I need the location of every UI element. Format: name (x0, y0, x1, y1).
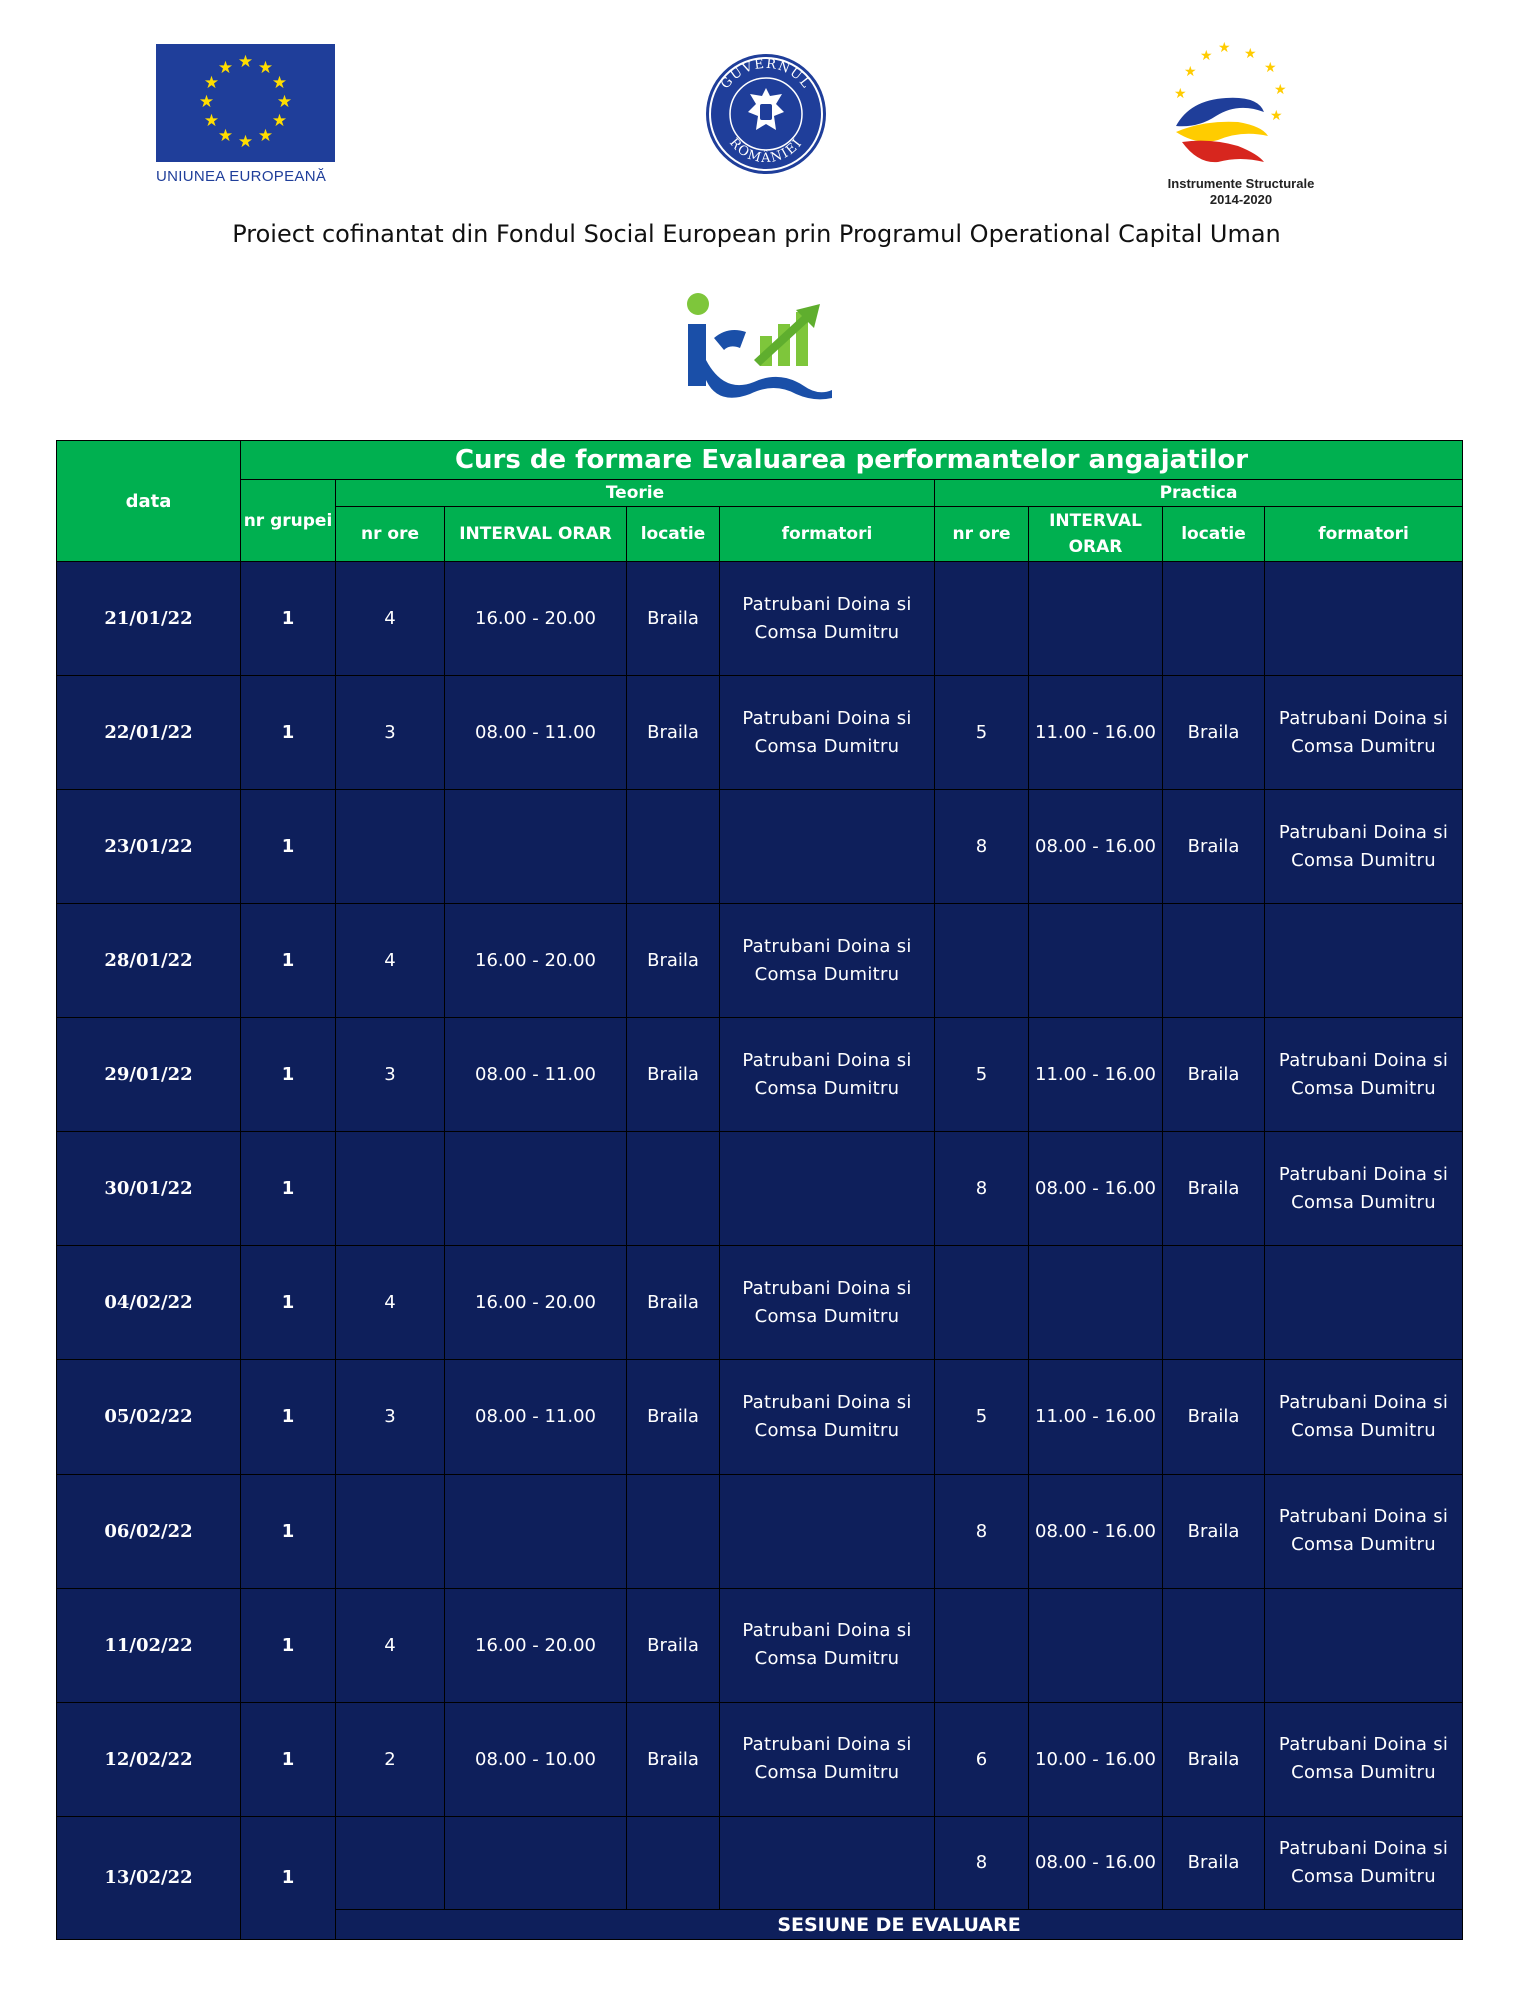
row-theory-interval: 16.00 - 20.00 (445, 1588, 627, 1702)
row-theory-trainers (720, 562, 935, 676)
row-group: 1 (241, 1132, 336, 1246)
svg-text:★: ★ (1270, 108, 1283, 124)
row-theory-interval: 08.00 - 11.00 (445, 1018, 627, 1132)
row-practice-hours: 5 (935, 1018, 1029, 1132)
trainer-line: Comsa Dumitru (1291, 1191, 1436, 1213)
row-theory-interval (445, 1474, 627, 1588)
table-row (57, 1018, 1463, 1132)
row-date: 04/02/22 (57, 1246, 241, 1360)
col-header-theory-interval: INTERVAL ORAR (445, 507, 627, 562)
eu-logo (156, 44, 336, 192)
row-theory-trainers (720, 1018, 935, 1132)
row-practice-location: Braila (1163, 1132, 1265, 1246)
row-practice-interval (1029, 562, 1163, 676)
row-theory-hours (336, 790, 445, 904)
row-theory-hours: 3 (336, 1360, 445, 1474)
ic-project-logo-icon (684, 290, 836, 400)
row-practice-trainers (1265, 1246, 1463, 1360)
row-theory-hours: 4 (336, 1588, 445, 1702)
row-theory-trainers (720, 1474, 935, 1588)
table-row (57, 1702, 1463, 1816)
row-date: 30/01/22 (57, 1132, 241, 1246)
row-theory-location (627, 790, 720, 904)
col-header-practice-location: locatie (1163, 507, 1265, 562)
row-theory-location (627, 1132, 720, 1246)
trainer-line: Comsa Dumitru (1291, 1865, 1436, 1887)
trainer-line: Patrubani Doina si (1278, 1837, 1449, 1859)
svg-text:GUVERNUL: GUVERNUL (718, 56, 814, 92)
row-theory-trainers (720, 1132, 935, 1246)
row-theory-location: Braila (627, 562, 720, 676)
row-theory-location: Braila (627, 676, 720, 790)
trainer-line: Patrubani Doina si (1278, 1734, 1449, 1756)
row-practice-trainers (1265, 1132, 1463, 1246)
svg-text:★: ★ (1264, 60, 1277, 76)
row-theory-trainers (720, 1246, 935, 1360)
row-theory-location: Braila (627, 1246, 720, 1360)
table-row (57, 676, 1463, 790)
row-group: 1 (241, 790, 336, 904)
row-theory-interval: 08.00 - 11.00 (445, 1360, 627, 1474)
instrumente-structurale-icon (1146, 36, 1336, 176)
row-practice-location: Braila (1163, 1702, 1265, 1816)
trainer-line: Comsa Dumitru (1291, 1419, 1436, 1441)
row-group: 1 (241, 1588, 336, 1702)
row-group: 1 (241, 676, 336, 790)
row-practice-location: Braila (1163, 790, 1265, 904)
trainer-line: Comsa Dumitru (754, 1077, 900, 1099)
row-group: 1 (241, 904, 336, 1018)
row-date: 29/01/22 (57, 1018, 241, 1132)
trainer-line: Patrubani Doina si (1278, 1049, 1449, 1071)
table-row (57, 562, 1463, 676)
row-theory-location (627, 1816, 720, 1910)
row-practice-location: Braila (1163, 676, 1265, 790)
trainer-line: Comsa Dumitru (1291, 1077, 1436, 1099)
col-header-theory-hours: nr ore (336, 507, 445, 562)
section-practice: Practica (935, 480, 1463, 507)
row-practice-hours (935, 904, 1029, 1018)
table-row (57, 790, 1463, 904)
svg-text:★: ★ (1200, 48, 1213, 64)
table-row (57, 904, 1463, 1018)
row-practice-location: Braila (1163, 1474, 1265, 1588)
row-practice-interval: 11.00 - 16.00 (1029, 1018, 1163, 1132)
row-practice-interval: 08.00 - 16.00 (1029, 1816, 1163, 1910)
row-practice-hours: 8 (935, 790, 1029, 904)
row-practice-location (1163, 904, 1265, 1018)
row-practice-hours: 6 (935, 1702, 1029, 1816)
row-theory-interval (445, 1132, 627, 1246)
trainer-line: Comsa Dumitru (754, 621, 900, 643)
row-practice-interval: 11.00 - 16.00 (1029, 1360, 1163, 1474)
row-practice-interval (1029, 1588, 1163, 1702)
trainer-line: Patrubani Doina si (1278, 707, 1449, 729)
row-theory-hours (336, 1816, 445, 1910)
row-date: 11/02/22 (57, 1588, 241, 1702)
row-practice-trainers (1265, 1588, 1463, 1702)
row-practice-location: Braila (1163, 1816, 1265, 1910)
trainer-line: Comsa Dumitru (1291, 1534, 1436, 1556)
row-practice-trainers (1265, 904, 1463, 1018)
schedule-table (56, 440, 1463, 1940)
row-practice-trainers (1265, 1474, 1463, 1588)
row-theory-location: Braila (627, 1360, 720, 1474)
row-theory-location (627, 1474, 720, 1588)
row-group: 1 (241, 1018, 336, 1132)
table-row (57, 1132, 1463, 1246)
table-title: Curs de formare Evaluarea performantelor angajatilor (241, 441, 1463, 480)
svg-text:★: ★ (1244, 46, 1257, 62)
row-group: 1 (241, 1816, 336, 1939)
row-group: 1 (241, 1360, 336, 1474)
row-theory-interval: 16.00 - 20.00 (445, 562, 627, 676)
row-theory-interval: 16.00 - 20.00 (445, 904, 627, 1018)
row-theory-trainers (720, 1588, 935, 1702)
row-practice-location (1163, 1588, 1265, 1702)
row-group: 1 (241, 1702, 336, 1816)
svg-text:★: ★ (1174, 86, 1187, 102)
project-funding-line: Proiect cofinantat din Fondul Social European prin Programul Operational Capital Uman (232, 220, 1281, 248)
row-theory-interval (445, 790, 627, 904)
eu-flag-icon: ★ ★ ★ ★ ★ ★ ★ ★ ★ ★ ★ ★ (156, 44, 335, 162)
row-theory-hours: 3 (336, 676, 445, 790)
row-theory-hours: 4 (336, 562, 445, 676)
trainer-line: Patrubani Doina si (1278, 1391, 1449, 1413)
table-row (57, 1588, 1463, 1702)
row-theory-hours: 3 (336, 1018, 445, 1132)
row-date: 21/01/22 (57, 562, 241, 676)
row-practice-trainers (1265, 1702, 1463, 1816)
row-theory-location: Braila (627, 1588, 720, 1702)
row-group: 1 (241, 562, 336, 676)
col-header-theory-trainers: formatori (720, 507, 935, 562)
row-practice-trainers (1265, 1360, 1463, 1474)
row-theory-trainers (720, 676, 935, 790)
row-theory-location: Braila (627, 1018, 720, 1132)
row-theory-interval: 16.00 - 20.00 (445, 1246, 627, 1360)
row-date: 05/02/22 (57, 1360, 241, 1474)
is-caption-line2: 2014-2020 (1209, 192, 1273, 207)
row-date: 06/02/22 (57, 1474, 241, 1588)
col-header-practice-interval: INTERVAL ORAR (1029, 507, 1163, 562)
row-date: 13/02/22 (57, 1816, 241, 1939)
row-group: 1 (241, 1246, 336, 1360)
row-theory-hours (336, 1474, 445, 1588)
row-practice-hours (935, 1588, 1029, 1702)
row-practice-interval: 08.00 - 16.00 (1029, 1132, 1163, 1246)
romanian-government-seal-icon (704, 52, 828, 176)
row-practice-interval: 08.00 - 16.00 (1029, 1474, 1163, 1588)
trainer-line: Comsa Dumitru (754, 963, 900, 985)
table-row (57, 1474, 1463, 1588)
row-practice-interval (1029, 904, 1163, 1018)
is-caption-line1: Instrumente Structurale (1167, 176, 1315, 191)
row-practice-hours: 5 (935, 676, 1029, 790)
row-practice-location (1163, 562, 1265, 676)
row-date: 28/01/22 (57, 904, 241, 1018)
row-date: 12/02/22 (57, 1702, 241, 1816)
trainer-line: Comsa Dumitru (754, 1762, 900, 1784)
row-practice-trainers (1265, 562, 1463, 676)
row-practice-trainers (1265, 676, 1463, 790)
evaluation-session-label: SESIUNE DE EVALUARE (336, 1910, 1463, 1940)
svg-text:★: ★ (1218, 40, 1231, 56)
col-header-group: nr grupei (241, 480, 336, 562)
col-header-data: data (57, 441, 241, 562)
trainer-line: Patrubani Doina si (742, 593, 912, 615)
trainer-line: Patrubani Doina si (742, 1734, 912, 1756)
row-theory-trainers (720, 904, 935, 1018)
row-practice-hours (935, 1246, 1029, 1360)
row-theory-interval (445, 1816, 627, 1910)
trainer-line: Comsa Dumitru (754, 1648, 900, 1670)
section-theory: Teorie (336, 480, 935, 507)
row-theory-hours: 2 (336, 1702, 445, 1816)
row-practice-location (1163, 1246, 1265, 1360)
row-date: 22/01/22 (57, 676, 241, 790)
trainer-line: Comsa Dumitru (1291, 849, 1436, 871)
row-theory-trainers (720, 1360, 935, 1474)
trainer-line: Patrubani Doina si (742, 1049, 912, 1071)
trainer-line: Patrubani Doina si (742, 1277, 912, 1299)
row-practice-location: Braila (1163, 1360, 1265, 1474)
row-practice-hours: 5 (935, 1360, 1029, 1474)
row-date: 23/01/22 (57, 790, 241, 904)
row-practice-location: Braila (1163, 1018, 1265, 1132)
eu-caption: UNIUNEA EUROPEANĂ (156, 168, 327, 185)
row-theory-interval: 08.00 - 11.00 (445, 676, 627, 790)
trainer-line: Comsa Dumitru (754, 735, 900, 757)
trainer-line: Comsa Dumitru (1291, 1762, 1436, 1784)
row-practice-hours (935, 562, 1029, 676)
row-theory-hours (336, 1132, 445, 1246)
row-theory-interval: 08.00 - 10.00 (445, 1702, 627, 1816)
trainer-line: Comsa Dumitru (754, 1305, 900, 1327)
row-theory-trainers (720, 790, 935, 904)
svg-text:ROMÂNIEI: ROMÂNIEI (726, 135, 806, 167)
row-practice-hours: 8 (935, 1132, 1029, 1246)
row-theory-location: Braila (627, 1702, 720, 1816)
row-practice-interval: 08.00 - 16.00 (1029, 790, 1163, 904)
trainer-line: Patrubani Doina si (1278, 1163, 1449, 1185)
trainer-line: Comsa Dumitru (754, 1419, 900, 1441)
table-row (57, 1246, 1463, 1360)
row-theory-location: Braila (627, 904, 720, 1018)
row-practice-trainers (1265, 1816, 1463, 1910)
row-practice-interval: 11.00 - 16.00 (1029, 676, 1163, 790)
row-group: 1 (241, 1474, 336, 1588)
col-header-theory-location: locatie (627, 507, 720, 562)
row-practice-trainers (1265, 790, 1463, 904)
row-theory-trainers (720, 1702, 935, 1816)
trainer-line: Patrubani Doina si (1278, 1506, 1449, 1528)
row-practice-interval: 10.00 - 16.00 (1029, 1702, 1163, 1816)
trainer-line: Patrubani Doina si (742, 707, 912, 729)
trainer-line: Comsa Dumitru (1291, 735, 1436, 757)
trainer-line: Patrubani Doina si (742, 1391, 912, 1413)
row-theory-trainers (720, 1816, 935, 1910)
trainer-line: Patrubani Doina si (1278, 821, 1449, 843)
table-row (57, 1360, 1463, 1474)
row-theory-hours: 4 (336, 904, 445, 1018)
row-practice-hours: 8 (935, 1816, 1029, 1910)
row-practice-hours: 8 (935, 1474, 1029, 1588)
row-practice-trainers (1265, 1018, 1463, 1132)
row-practice-interval (1029, 1246, 1163, 1360)
trainer-line: Patrubani Doina si (742, 1620, 912, 1642)
row-theory-hours: 4 (336, 1246, 445, 1360)
col-header-practice-hours: nr ore (935, 507, 1029, 562)
table-row (57, 1816, 1463, 1910)
svg-text:★: ★ (1184, 64, 1197, 80)
col-header-practice-trainers: formatori (1265, 507, 1463, 562)
trainer-line: Patrubani Doina si (742, 935, 912, 957)
svg-text:★: ★ (1274, 82, 1287, 98)
instrumente-structurale-logo (1146, 36, 1336, 216)
